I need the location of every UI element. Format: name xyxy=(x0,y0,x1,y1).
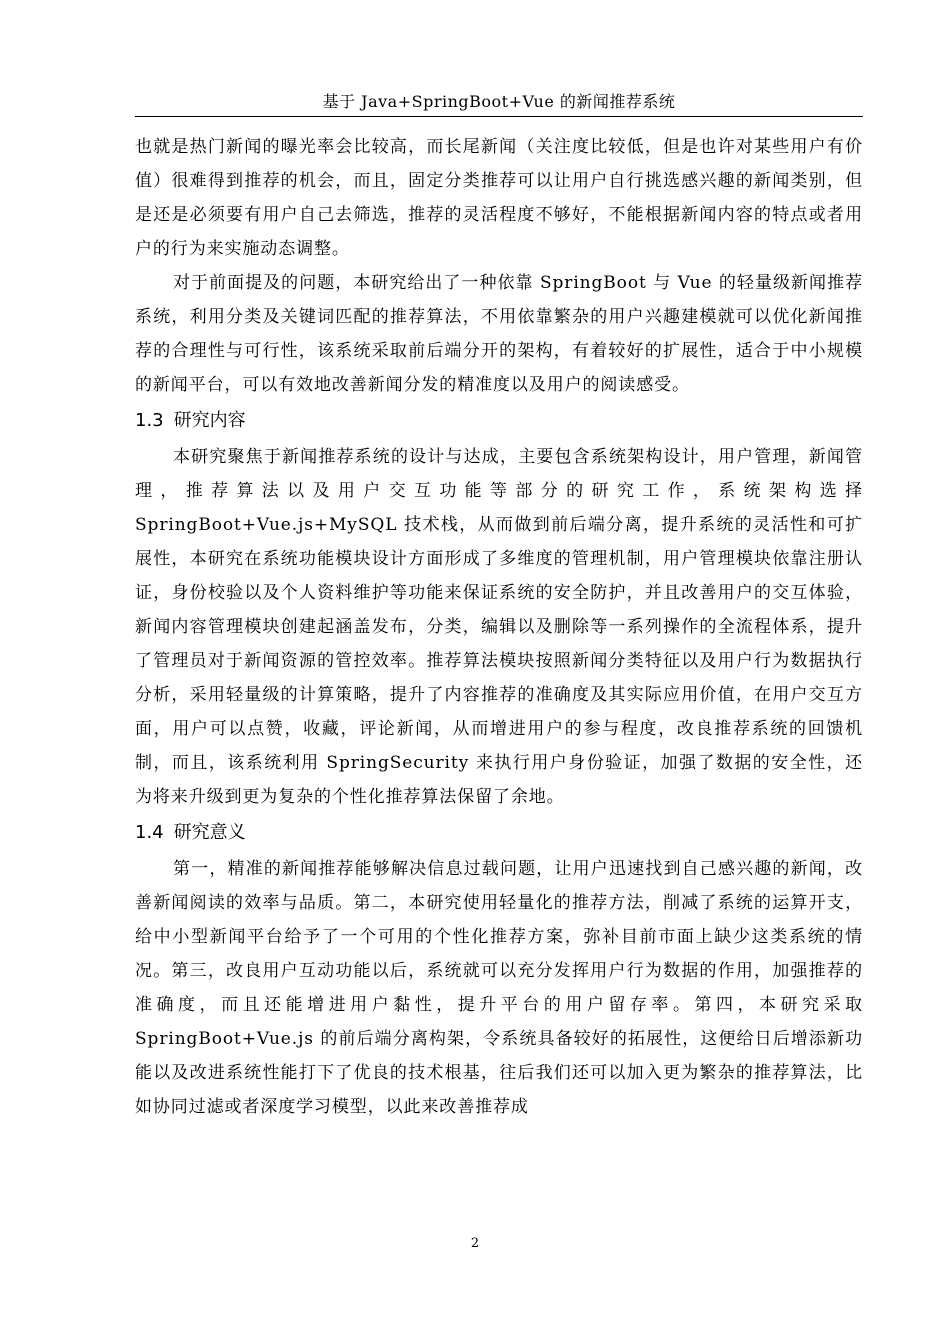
paragraph-proposal: 对于前面提及的问题，本研究给出了一种依靠 SpringBoot 与 Vue 的轻量级新闻推荐系统，利用分类及关键词匹配的推荐算法，不用依靠繁杂的用户兴趣建模就可以优化新闻推荐的合理性与可行性，该系统采取前后端分开的架构，有着较好的扩展性，适合于中小规模的新闻平台，可以有效地改善新闻分发的精准度以及用户的阅读感受。 xyxy=(135,273,863,395)
paragraph-research-significance: 第一，精准的新闻推荐能够解决信息过载问题，让用户迅速找到自己感兴趣的新闻，改善新闻阅读的效率与品质。第二，本研究使用轻量化的推荐方法，削减了系统的运算开支，给中小型新闻平台给予了一个可用的个性化推荐方案，弥补目前市面上缺少这类系统的情况。第三，改良用户互动功能以后，系统就可以充分发挥用户行为数据的作用，加强推荐的准确度，而且还能增进用户黏性，提升平台的用户留存率。第四，本研究采取 SpringBoot+Vue.js 的前后端分离构架，令系统具备较好的拓展性，这便给日后增添新功能以及改进系统性能打下了优良的技术根基，往后我们还可以加入更为繁杂的推荐算法，比如协同过滤或者深度学习模型，以此来改善推荐成 xyxy=(135,859,863,1117)
section-heading-research-significance xyxy=(135,816,863,850)
document-body xyxy=(135,130,863,1124)
paragraph-continued: 也就是热门新闻的曝光率会比较高，而长尾新闻（关注度比较低，但是也许对某些用户有价值）很难得到推荐的机会，而且，固定分类推荐可以让用户自行挑选感兴趣的新闻类别，但是还是必须要有用户自己去筛选，推荐的灵活程度不够好，不能根据新闻内容的特点或者用户的行为来实施动态调整。 xyxy=(135,137,863,259)
page-number: 2 xyxy=(470,1236,480,1251)
section-title: 研究内容 xyxy=(173,410,246,431)
section-number: 1.4 xyxy=(135,822,164,843)
paragraph-research-content: 本研究聚焦于新闻推荐系统的设计与达成，主要包含系统架构设计，用户管理，新闻管理，推荐算法以及用户交互功能等部分的研究工作，系统架构选择SpringBoot+Vue.js+MySQL 技术栈，从而做到前后端分离，提升系统的灵活性和可扩展性，本研究在系统功能模块设计方面形成了多维度的管理机制，用户管理模块依靠注册认证，身份校验以及个人资料维护等功能来保证系统的安全防护，并且改善用户的交互体验，新闻内容管理模块创建起涵盖发布，分类，编辑以及删除等一系列操作的全流程体系，提升了管理员对于新闻资源的管控效率。推荐算法模块按照新闻分类特征以及用户行为数据执行分析，采用轻量级的计算策略，提升了内容推荐的准确度及其实际应用价值，在用户交互方面，用户可以点赞，收藏，评论新闻，从而增进用户的参与程度，改良推荐系统的回馈机制，而且，该系统利用 SpringSecurity 来执行用户身份验证，加强了数据的安全性，还为将来升级到更为复杂的个性化推荐算法保留了余地。 xyxy=(135,447,863,807)
section-heading-research-content xyxy=(135,404,863,438)
running-header: 基于 Java+SpringBoot+Vue 的新闻推荐系统 xyxy=(322,92,676,111)
section-title: 研究意义 xyxy=(173,822,246,843)
header-rule xyxy=(135,116,863,117)
section-number: 1.3 xyxy=(135,410,164,431)
